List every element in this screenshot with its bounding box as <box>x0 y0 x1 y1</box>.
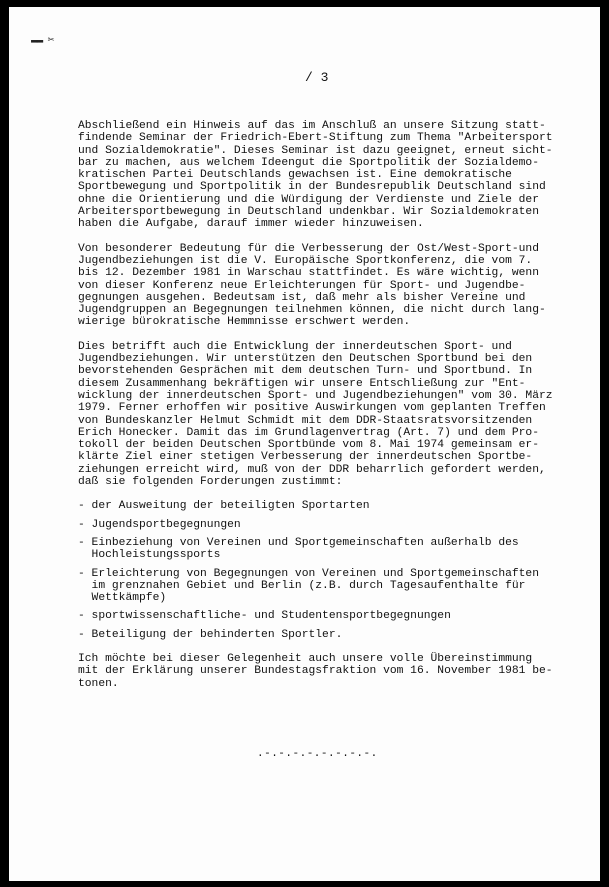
margin-mark: ▬▬ ✂ <box>31 35 54 47</box>
list-item: - der Ausweitung der beteiligten Sportarten <box>78 500 370 513</box>
list-item: - Erleichterung von Begegnungen von Vereinen und Sportgemeinschaften im grenznahen Gebiet und Berlin (z.B. durch Tagesaufenthalte für Wettkämpfe) <box>78 567 539 605</box>
list-item: - Einbeziehung von Vereinen und Sportgemeinschaften außerhalb des Hochleistungssports <box>78 536 519 562</box>
closing-paragraph: Ich möchte bei dieser Gelegenheit auch unsere volle Übereinstimmung mit der Erklärung unserer Bundestagsfraktion vom 16. November 1981 be- tonen. <box>78 652 553 690</box>
letter-body <box>78 120 593 690</box>
paragraph-inner-german-relations: Dies betrifft auch die Entwicklung der innerdeutschen Sport- und Jugendbeziehungen. Wir unterstützen den Deutschen Sportbund bei den bevorstehenden Gesprächen mit dem deutschen Turn- und Sportbund. In diesem Zusammenhang bekräftigen wir unsere Entschließung zur "Ent- wicklung der innerdeutschen Sport- und Jugendbeziehungen" vom 30. März 1979. Ferner erhoffen wir positive Auswirkungen vom geplanten Treffen von Bundeskanzler Helmut Schmidt mit dem DDR-Staatsratsvorsitzenden Erich Honecker. Damit das im Grundlagenvertrag (Art. 7) und dem Pro- tokoll der beiden Deutschen Sportbünde vom 8. Mai 1974 gemeinsam er- klärte Ziel einer stetigen Verbesserung der innerdeutschen Sportbe- ziehungen erreicht wird, muß von der DDR beharrlich gefordert werden, daß sie folgenden Forderungen zustimmt: <box>78 340 553 489</box>
end-separator: .-.-.-.-.-.-.-.-. <box>257 748 378 760</box>
paragraph-sport-conference: Von besonderer Bedeutung für die Verbesserung der Ost/West-Sport-und Jugendbeziehungen ist die V. Europäische Sportkonferenz, die vom 7. bis 12. Dezember 1981 in Warschau stattfindet. Es wäre wichtig, wenn von dieser Konferenz neue Erleichterungen für Sport- und Jugendbe- gegnungen ausgehen. Bedeutsam ist, daß mehr als bisher Vereine und Jugendgruppen an Begegnungen teilnehmen können, die nicht durch lang- wierige bürokratische Hemmnisse erschwert werden. <box>78 242 546 329</box>
document-page <box>9 7 600 881</box>
demands-list <box>78 500 593 641</box>
paragraph-seminar: Abschließend ein Hinweis auf das im Anschluß an unsere Sitzung statt- findende Seminar der Friedrich-Ebert-Stiftung zum Thema "Arbeitersport und Sozialdemokratie". Dieses Seminar ist dazu geeignet, erneut sicht- bar zu machen, aus welchem Ideengut die Sportpolitik der Sozialdemo- kratischen Partei Deutschlands gewachsen ist. Eine demokratische Sportbewegung und Sportpolitik in der Bundesrepublik Deutschland sind ohne die Orientierung und die Würdigung der Verdienste und Ziele der Arbeitersportbewegung in Deutschland undenkbar. Wir Sozialdemokraten haben die Aufgabe, darauf immer wieder hinzuweisen. <box>78 120 553 231</box>
list-item: - sportwissenschaftliche- und Studentensportbegegnungen <box>78 610 451 623</box>
list-item: - Beteiligung der behinderten Sportler. <box>78 628 343 641</box>
page-number: / 3 <box>305 70 329 85</box>
list-item: - Jugendsportbegegnungen <box>78 518 241 531</box>
